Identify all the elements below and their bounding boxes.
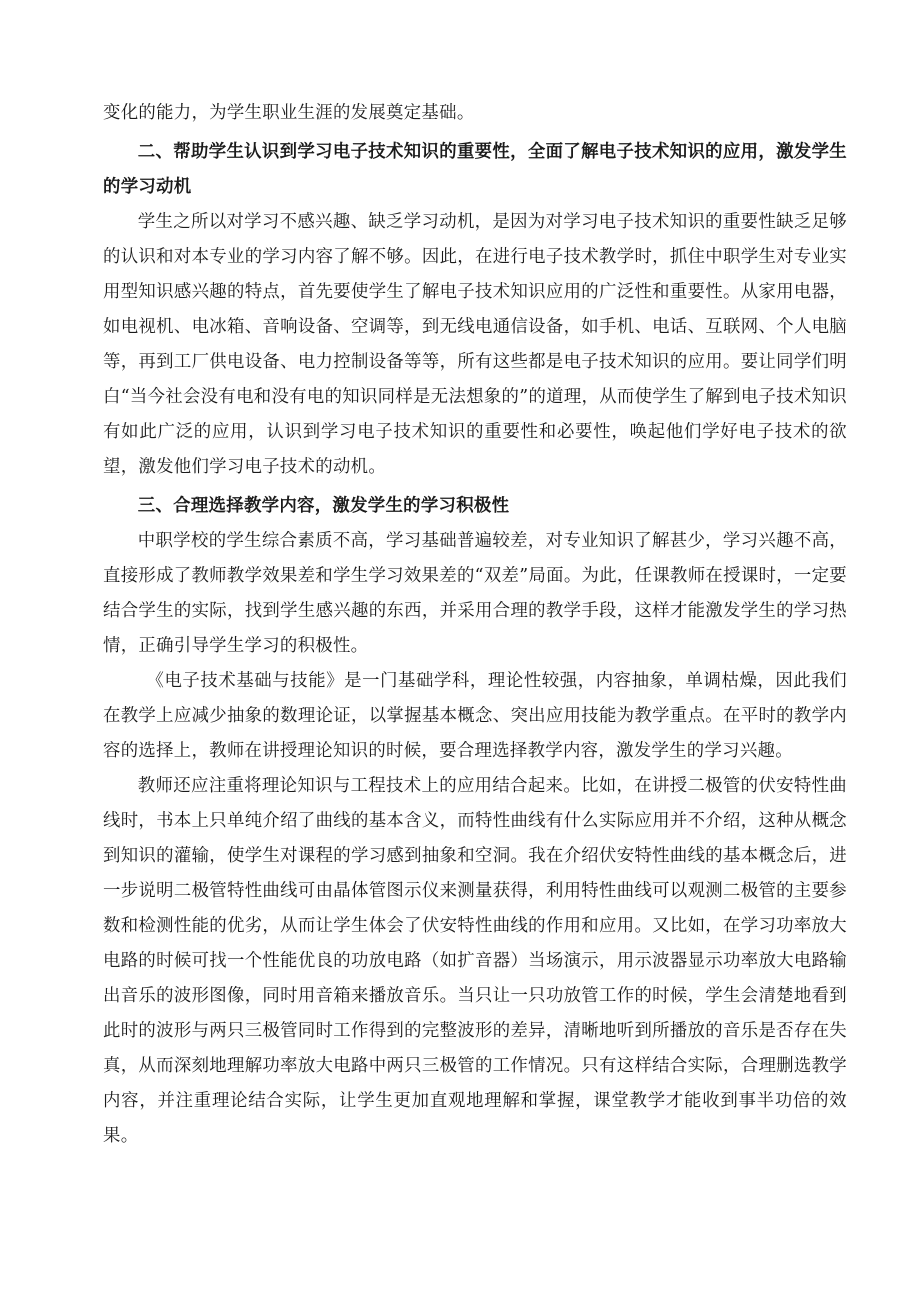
- paragraph-student-quality: 中职学校的学生综合素质不高，学习基础普遍较差，对专业知识了解甚少，学习兴趣不高，直接形成了教师教学效果差和学生学习效果差的“双差”局面。为此，任课教师在授课时，一定要结合学生的实际，找到学生感兴趣的东西，并采用合理的教学手段，这样才能激发学生的学习热情，正确引导学生学习的积极性。: [103, 531, 847, 656]
- section-heading-2: 二、帮助学生认识到学习电子技术知识的重要性，全面了解电子技术知识的应用，激发学生的学习动机: [103, 142, 847, 197]
- paragraph-continuation: 变化的能力，为学生职业生涯的发展奠定基础。: [103, 103, 475, 123]
- section-heading-3: 三、合理选择教学内容，激发学生的学习积极性: [137, 496, 510, 516]
- paragraph-course-nature: 《电子技术基础与技能》是一门基础学科，理论性较强，内容抽象，单调枯燥，因此我们在教学上应减少抽象的数理论证，以掌握基本概念、突出应用技能为教学重点。在平时的教学内容的选择上，教师在讲授理论知识的时候，要合理选择教学内容，激发学生的学习兴趣。: [103, 671, 847, 761]
- paragraph-theory-practice: 教师还应注重将理论知识与工程技术上的应用结合起来。比如，在讲授二极管的伏安特性曲线时，书本上只单纯介绍了曲线的基本含义，而特性曲线有什么实际应用并不介绍，这种从概念到知识的灌输，使学生对课程的学习感到抽象和空洞。我在介绍伏安特性曲线的基本概念后，进一步说明二极管特性曲线可由晶体管图示仪来测量获得，利用特性曲线可以观测二极管的主要参数和检测性能的优劣，从而让学生体会了伏安特性曲线的作用和应用。又比如，在学习功率放大电路的时候可找一个性能优良的功放电路（如扩音器）当场演示，用示波器显示功率放大电路输出音乐的波形图像，同时用音箱来播放音乐。当只让一只功放管工作的时候，学生会清楚地看到此时的波形与两只三极管同时工作得到的完整波形的差异，清晰地听到所播放的音乐是否存在失真，从而深刻地理解功率放大电路中两只三极管的工作情况。只有这样结合实际，合理删选教学内容，并注重理论结合实际，让学生更加直观地理解和掌握，课堂教学才能收到事半功倍的效果。: [103, 776, 847, 1146]
- document-page: [103, 96, 847, 1154]
- paragraph-motivation: 学生之所以对学习不感兴趣、缺乏学习动机，是因为对学习电子技术知识的重要性缺乏足够的认识和对本专业的学习内容了解不够。因此，在进行电子技术教学时，抓住中职学生对专业实用型知识感兴趣的特点，首先要使学生了解电子技术知识应用的广泛性和重要性。从家用电器，如电视机、电冰箱、音响设备、空调等，到无线电通信设备，如手机、电话、互联网、个人电脑等，再到工厂供电设备、电力控制设备等等，所有这些都是电子技术知识的应用。要让同学们明白“当今社会没有电和没有电的知识同样是无法想象的”的道理，从而使学生了解到电子技术知识有如此广泛的应用，认识到学习电子技术知识的重要性和必要性，唤起他们学好电子技术的欲望，激发他们学习电子技术的动机。: [103, 212, 847, 477]
